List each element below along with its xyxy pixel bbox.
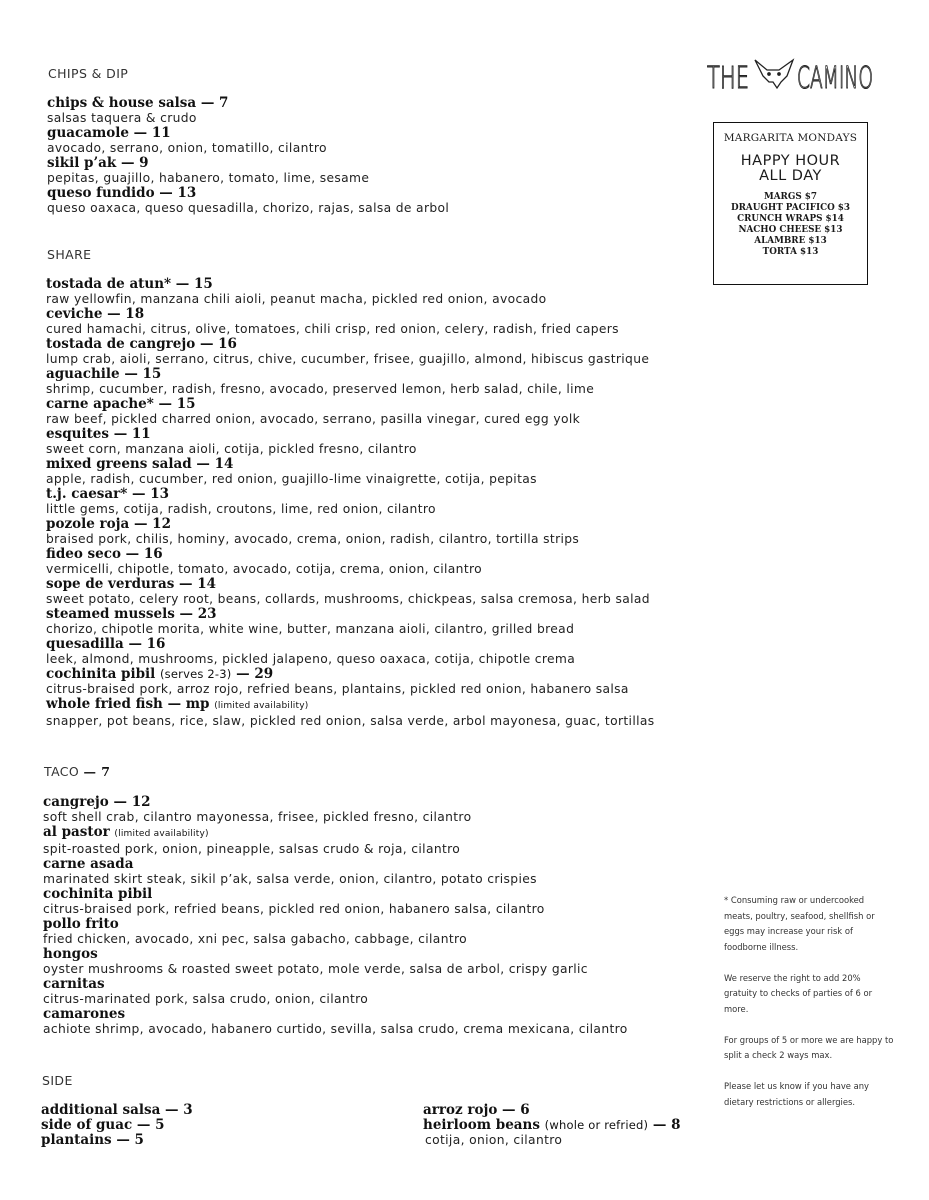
fine-print-paragraph: We reserve the right to add 20% gratuity to checks of parties of 6 or more. [724,972,873,1014]
item-name: queso fundido — 13 [47,185,197,201]
item-desc: achiote shrimp, avocado, habanero curtido, sevilla, salsa crudo, crema mexicana, cilantro [43,1022,628,1036]
menu-item [46,517,655,547]
menu-item [47,96,449,126]
item-name: fideo seco — 16 [46,546,163,562]
happy-hour-title: MARGARITA MONDAYS [723,132,858,144]
item-desc: citrus-marinated pork, salsa crudo, onion, cilantro [43,992,369,1006]
item-name: aguachile — 15 [46,366,162,382]
fine-print-paragraph: For groups of 5 or more we are happy to split a check 2 ways max. [724,1034,894,1060]
item-desc: cotija, onion, cilantro [425,1133,563,1147]
happy-hour-item: NACHO CHEESE $13 [738,225,843,235]
item-desc: fried chicken, avocado, xni pec, salsa gabacho, cabbage, cilantro [43,932,468,946]
side-item: additional salsa — 3 [41,1102,193,1118]
menu-item [43,1007,628,1037]
item-name-row [46,667,655,682]
item-desc: leek, almond, mushrooms, pickled jalapeno, queso oaxaca, cotija, chipotle crema [46,652,576,666]
chihuahua-icon [755,60,793,88]
item-desc: chorizo, chipotle morita, white wine, butter, manzana aioli, cilantro, grilled bread [46,622,575,636]
side-item: arroz rojo — 6 [423,1102,530,1118]
item-name: mixed greens salad — 14 [46,456,234,472]
item-name: hongos [43,946,98,962]
item-name: sikil p’ak — 9 [47,155,149,171]
logo-word-camino: CAMINO [797,61,873,96]
item-name: whole fried fish — mp [46,696,210,712]
item-desc: citrus-braised pork, arroz rojo, refried beans, plantains, pickled red onion, habanero salsa [46,682,629,696]
item-name: pollo frito [43,916,119,932]
item-name: carnitas [43,976,105,992]
item-name: quesadilla — 16 [46,636,166,652]
menu-item [46,457,655,487]
menu-item [46,487,655,517]
menu-item [47,186,449,216]
side-list-right [423,1103,681,1148]
item-name: heirloom beans [423,1117,540,1133]
item-name: tostada de atun* — 15 [46,276,213,292]
item-desc: little gems, cotija, radish, croutons, lime, red onion, cilantro [46,502,436,516]
happy-hour-line1: HAPPY HOUR [740,153,841,169]
item-desc: spit-roasted pork, onion, pineapple, salsas crudo & roja, cilantro [43,842,461,856]
menu-item [43,825,628,857]
menu-item [46,397,655,427]
menu-item [46,697,655,729]
item-desc: pepitas, guajillo, habanero, tomato, lime, sesame [47,171,370,185]
item-name: carne apache* — 15 [46,396,196,412]
item-desc: citrus-braised pork, refried beans, pickled red onion, habanero salsa, cilantro [43,902,545,916]
restaurant-logo [707,52,875,98]
item-desc: sweet potato, celery root, beans, collards, mushrooms, chickpeas, salsa cremosa, herb salad [46,592,650,606]
item-name: camarones [43,1006,126,1022]
fine-print-paragraph: * Consuming raw or undercooked meats, poultry, seafood, shellfish or eggs may increase your risk of foodborne illness. [724,895,875,952]
item-desc: salsas taquera & crudo [47,111,197,125]
menu-item [46,337,655,367]
happy-hour-line2: ALL DAY [759,168,822,184]
side-item-beans [423,1118,681,1133]
happy-hour-item: TORTA $13 [762,247,819,257]
section-title-side: SIDE [42,1073,73,1088]
item-price: — 29 [236,666,274,682]
menu-item [46,547,655,577]
menu-item [46,577,655,607]
item-name: t.j. caesar* — 13 [46,486,169,502]
menu-item [43,977,628,1007]
item-note: (whole or refried) [544,1118,649,1132]
logo-graphic [707,52,875,98]
item-desc: cured hamachi, citrus, olive, tomatoes, chili crisp, red onion, celery, radish, fried capers [46,322,619,336]
happy-hour-item: CRUNCH WRAPS $14 [737,214,844,224]
taco-title: TACO [44,764,80,779]
side-list-left [41,1103,193,1148]
menu-item [46,367,655,397]
menu-item [43,857,628,887]
side-item: plantains — 5 [41,1132,144,1148]
item-desc: shrimp, cucumber, radish, fresno, avocado, preserved lemon, herb salad, chile, lime [46,382,595,396]
item-desc: avocado, serrano, onion, tomatillo, cilantro [47,141,327,155]
item-name: cangrejo — 12 [43,794,151,810]
item-name: tostada de cangrejo — 16 [46,336,237,352]
item-name-row [43,825,628,842]
item-desc: sweet corn, manzana aioli, cotija, pickled fresno, cilantro [46,442,417,456]
item-desc: raw beef, pickled charred onion, avocado, serrano, pasilla vinegar, cured egg yolk [46,412,581,426]
item-name: steamed mussels — 23 [46,606,217,622]
item-name: sope de verduras — 14 [46,576,217,592]
menu-item [43,887,628,917]
item-name: chips & house salsa — 7 [47,95,229,111]
item-price: — 8 [652,1117,681,1133]
happy-hour-item: DRAUGHT PACIFICO $3 [730,203,851,213]
menu-item [43,917,628,947]
item-desc: apple, radish, cucumber, red onion, guajillo-lime vinaigrette, cotija, pepitas [46,472,537,486]
item-desc: lump crab, aioli, serrano, citrus, chive, cucumber, frisee, guajillo, almond, hibiscus gastrique [46,352,650,366]
taco-list [43,795,628,1037]
happy-hour-box [713,122,868,285]
happy-hour-item: MARGS $7 [763,192,818,202]
menu-item [46,667,655,697]
section-title-share: SHARE [47,247,92,262]
taco-price: — 7 [83,764,111,779]
item-name: ceviche — 18 [46,306,145,322]
chips-list [47,96,449,216]
side-item: side of guac — 5 [41,1117,165,1133]
item-name: esquites — 11 [46,426,151,442]
item-desc: snapper, pot beans, rice, slaw, pickled red onion, salsa verde, arbol mayonesa, guac, tortillas [46,714,655,728]
menu-item [47,156,449,186]
item-name: carne asada [43,856,134,872]
item-name: guacamole — 11 [47,125,171,141]
item-desc: raw yellowfin, manzana chili aioli, peanut macha, pickled red onion, avocado [46,292,547,306]
item-desc: soft shell crab, cilantro mayonessa, frisee, pickled fresno, cilantro [43,810,472,824]
item-desc: vermicelli, chipotle, tomato, avocado, cotija, crema, onion, cilantro [46,562,482,576]
menu-item [46,277,655,307]
menu-item [43,795,628,825]
menu-item [47,126,449,156]
happy-hour-list [714,192,867,258]
menu-item [46,607,655,637]
item-desc: marinated skirt steak, sikil p’ak, salsa verde, onion, cilantro, potato crispies [43,872,537,886]
item-note: (limited availability) [214,701,309,711]
share-list [46,277,655,729]
item-name: al pastor [43,824,110,840]
item-note: (serves 2-3) [159,667,232,681]
item-desc: queso oaxaca, queso quesadilla, chorizo, rajas, salsa de arbol [47,201,450,215]
menu-item [43,947,628,977]
item-name: cochinita pibil [43,886,153,902]
fine-print-paragraph: Please let us know if you have any dietary restrictions or allergies. [724,1081,869,1107]
item-name: cochinita pibil [46,666,156,682]
menu-item [46,307,655,337]
section-title-taco [44,764,110,779]
menu-item [46,637,655,667]
item-desc: braised pork, chilis, hominy, avocado, crema, onion, radish, cilantro, tortilla strips [46,532,580,546]
item-note: (limited availability) [114,829,209,839]
item-desc: oyster mushrooms & roasted sweet potato, mole verde, salsa de arbol, crispy garlic [43,962,588,976]
menu-item [46,427,655,457]
fine-print [724,893,894,1126]
logo-word-the: THE [707,61,749,96]
happy-hour-item: ALAMBRE $13 [754,236,827,246]
item-name-row [46,697,655,714]
section-title-chips: CHIPS & DIP [48,66,129,81]
item-name: pozole roja — 12 [46,516,171,532]
